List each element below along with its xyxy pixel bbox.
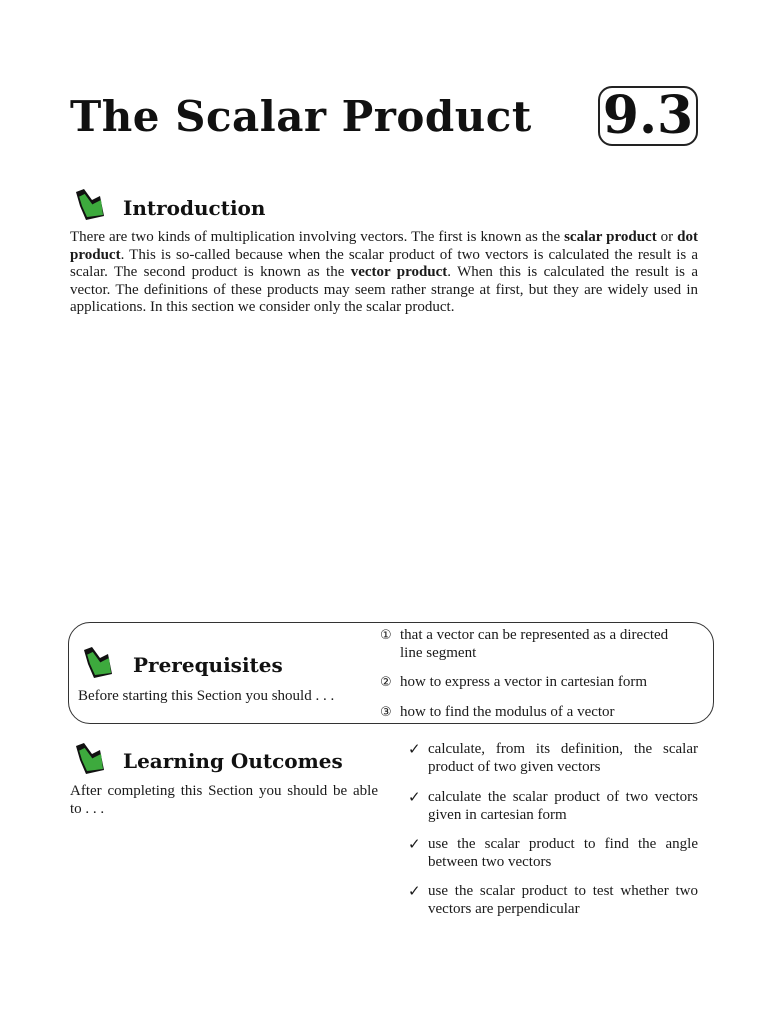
circled-number-marker: ② [380, 675, 392, 690]
prerequisites-list [380, 627, 690, 722]
checkmark-icon: ✓ [408, 835, 421, 853]
prerequisite-item: ③ how to find the modulus of a vector [380, 704, 615, 720]
pointing-hand-icon [70, 186, 110, 226]
outcome-item: ✓ use the scalar product to test whether two vectors are perpendicular [408, 882, 698, 917]
circled-number-marker: ① [380, 628, 392, 643]
introduction-paragraph: There are two kinds of multiplication involving vectors. The first is known as the scalar product or dot product. This is so-called because when the scalar product of two vectors is calculated the result is a scalar. The second product is known as the vector product. When this is calculated the result is a vector. The definitions of these products may seem rather strange at first, but they are widely used in applications. In this section we consider only the scalar product. [70, 229, 698, 315]
pointing-hand-icon [78, 644, 118, 684]
learning-outcomes-lead: After completing this Section you should be able to . . . [70, 783, 378, 817]
page-title: The Scalar Product [70, 92, 532, 141]
prerequisites-heading: Prerequisites [133, 653, 283, 677]
checkmark-icon: ✓ [408, 788, 421, 806]
circled-number-marker: ③ [380, 705, 392, 720]
checkmark-icon: ✓ [408, 740, 421, 758]
prerequisite-item: ② how to express a vector in cartesian form [380, 674, 647, 690]
prerequisites-lead: Before starting this Section you should . . . [78, 688, 335, 704]
outcome-item: ✓ use the scalar product to find the angle between two vectors [408, 835, 698, 870]
outcome-item: ✓ calculate the scalar product of two vectors given in cartesian form [408, 788, 698, 823]
learning-outcomes-heading: Learning Outcomes [123, 749, 343, 773]
pointing-hand-icon [70, 740, 110, 780]
section-number-badge: 9.3 [598, 86, 698, 146]
learning-outcomes-list [408, 741, 700, 921]
checkmark-icon: ✓ [408, 882, 421, 900]
term-vector-product: vector product [350, 264, 448, 280]
outcome-item: ✓ calculate, from its definition, the scalar product of two given vectors [408, 740, 698, 775]
prerequisite-item: ① that a vector can be represented as a directed line segment [380, 627, 669, 661]
term-scalar-product: scalar product [564, 229, 657, 245]
term-dot-product: dot product [70, 229, 698, 263]
introduction-heading: Introduction [123, 196, 266, 220]
